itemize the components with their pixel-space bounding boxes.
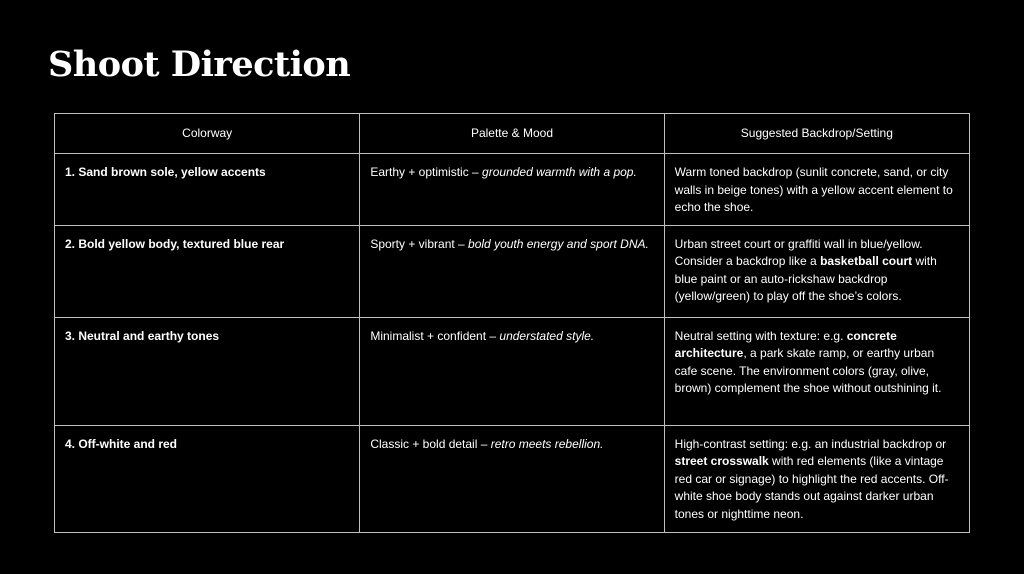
table-row [55, 154, 970, 226]
setting-text: Neutral setting with texture: e.g. [674, 328, 847, 343]
setting-text: Urban street court or graffiti wall in blue/yellow. Consider a backdrop like a [674, 236, 923, 268]
table-row [55, 425, 970, 532]
mood-cell [360, 154, 664, 226]
setting-cell [664, 154, 969, 226]
shoot-direction-table [54, 113, 970, 533]
setting-highlight: concrete architecture [674, 328, 897, 360]
mood-cell [360, 425, 664, 532]
setting-text: High-contrast setting: e.g. an industrial backdrop or [674, 436, 947, 451]
colorway-cell: 1. Sand brown sole, yellow accents [55, 154, 360, 226]
colorway-cell: 3. Neutral and earthy tones [55, 317, 360, 425]
colorway-cell: 4. Off-white and red [55, 425, 360, 532]
table-header-row [55, 114, 970, 154]
table-row [55, 317, 970, 425]
header-backdrop-setting: Suggested Backdrop/Setting [664, 114, 969, 154]
mood-cell [360, 225, 664, 317]
table-row [55, 225, 970, 317]
setting-highlight: street crosswalk [674, 454, 769, 468]
colorway-cell: 2. Bold yellow body, textured blue rear [55, 225, 360, 317]
setting-text-rest: with blue paint or an auto-rickshaw backdrop (yellow/green) to play off the shoe’s colors. [674, 254, 937, 303]
mood-emphasis: grounded warmth with a pop. [482, 165, 637, 179]
mood-lead: Minimalist + confident – [370, 328, 500, 343]
header-colorway: Colorway [55, 114, 360, 154]
mood-cell [360, 317, 664, 425]
setting-text-rest: with red elements (like a vintage red car or signage) to highlight the red accents. Off-white shoe body stands out against darker urban tones or nighttime neon. [674, 454, 949, 521]
setting-text-rest: , a park skate ramp, or earthy urban cafe scene. The environment colors (gray, olive, brown) complement the shoe without outshining it. [674, 346, 942, 395]
mood-emphasis: bold youth energy and sport DNA. [468, 236, 649, 251]
setting-cell [664, 225, 969, 317]
slide-title: Shoot Direction [48, 44, 351, 85]
setting-text: Warm toned backdrop (sunlit concrete, sand, or city walls in beige tones) with a yellow accent element to echo the shoe. [674, 165, 953, 214]
mood-lead: Classic + bold detail – [370, 436, 491, 451]
mood-lead: Earthy + optimistic – [370, 165, 483, 179]
mood-emphasis: retro meets rebellion. [490, 436, 604, 451]
mood-lead: Sporty + vibrant – [370, 236, 469, 251]
setting-cell [664, 425, 969, 532]
setting-highlight: basketball court [820, 254, 913, 268]
mood-emphasis: understated style. [499, 328, 595, 343]
header-palette-mood: Palette & Mood [360, 114, 664, 154]
setting-cell [664, 317, 969, 425]
